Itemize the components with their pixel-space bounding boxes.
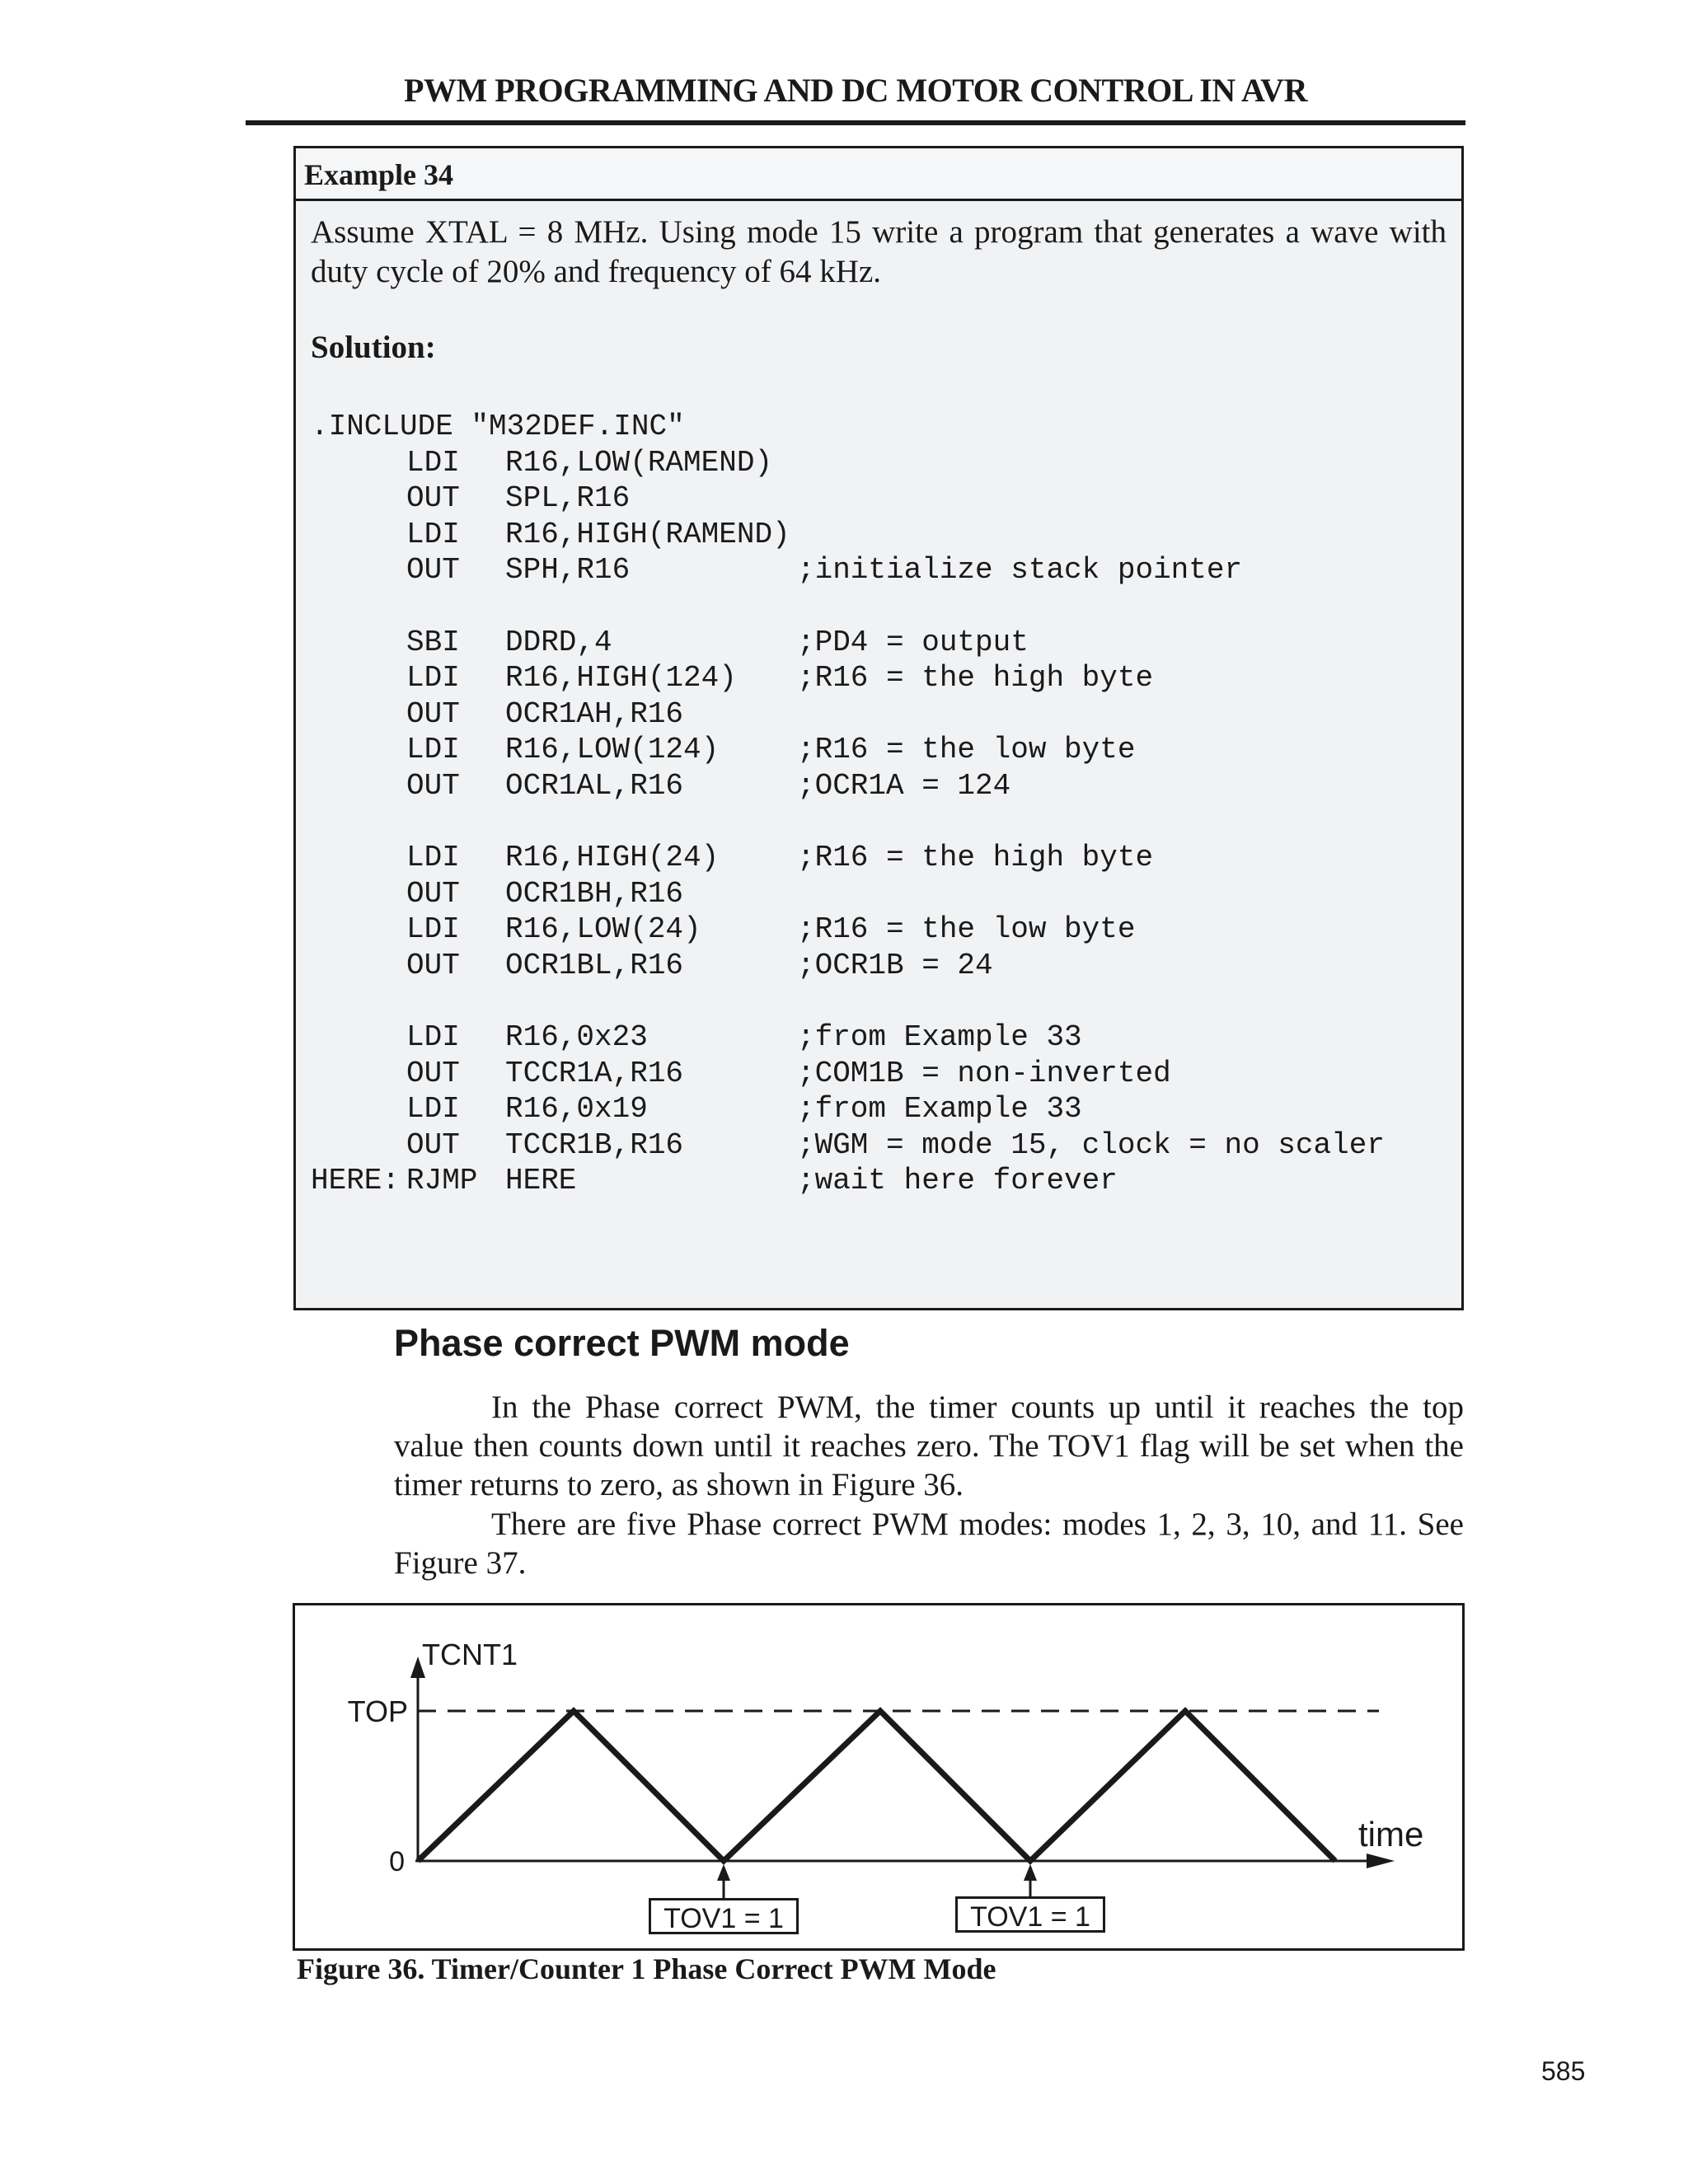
code-comment: ;COM1B = non-inverted	[797, 1056, 1171, 1090]
code-operand: OCR1BL,R16	[505, 948, 684, 982]
code-instruction: OUT	[406, 768, 460, 803]
code-operand: TCCR1B,R16	[505, 1127, 684, 1162]
code-instruction: RJMP	[406, 1164, 478, 1198]
y-axis-label: TCNT1	[422, 1638, 518, 1671]
code-instruction: OUT	[406, 1056, 460, 1090]
code-instruction: LDI	[406, 912, 460, 947]
section-heading: Phase correct PWM mode	[394, 1322, 850, 1364]
code-line	[311, 1019, 1447, 1056]
tov-arrow-1-icon	[717, 1864, 730, 1881]
code-operand: OCR1AH,R16	[505, 696, 684, 731]
code-operand: SPL,R16	[505, 481, 631, 516]
code-instruction: OUT	[406, 696, 460, 731]
code-line	[311, 912, 1447, 948]
code-operand: R16,HIGH(RAMEND)	[505, 517, 790, 551]
code-comment: ;R16 = the high byte	[797, 661, 1154, 696]
paragraph-2-text: There are five Phase correct PWM modes: modes 1, 2, 3, 10, and 11. See Figure 37.	[394, 1507, 1464, 1581]
code-line	[311, 732, 1447, 768]
code-instruction: OUT	[406, 1127, 460, 1162]
top-label: TOP	[347, 1694, 408, 1728]
code-line	[311, 517, 1447, 553]
code-line	[311, 1091, 1447, 1127]
code-line	[311, 768, 1447, 804]
code-operand: R16,LOW(RAMEND)	[505, 445, 773, 480]
code-instruction: SBI	[406, 625, 460, 659]
code-comment: ;PD4 = output	[797, 625, 1029, 659]
code-operand: R16,0x19	[505, 1092, 648, 1127]
code-operand: R16,LOW(24)	[505, 912, 701, 947]
tov-label-1: TOV1 = 1	[649, 1898, 799, 1934]
code-operand: R16,LOW(124)	[505, 733, 720, 767]
tov-arrow-2-icon	[1024, 1864, 1037, 1881]
code-instruction: OUT	[406, 876, 460, 911]
code-comment: ;from Example 33	[797, 1020, 1082, 1055]
code-line	[311, 1127, 1447, 1164]
phase-correct-pwm-diagram	[295, 1605, 1462, 1948]
code-line	[311, 552, 1447, 588]
code-comment: ;from Example 33	[797, 1092, 1082, 1127]
running-head: PWM PROGRAMMING AND DC MOTOR CONTROL IN AVR	[404, 72, 1307, 109]
code-line	[311, 948, 1447, 984]
code-label: .INCLUDE "M32DEF.INC"	[311, 410, 685, 443]
code-operand: DDRD,4	[505, 625, 612, 659]
code-instruction: LDI	[406, 1092, 460, 1127]
code-line	[311, 625, 1447, 661]
header-rule	[246, 120, 1465, 125]
x-axis-arrow-icon	[1367, 1854, 1395, 1868]
code-operand: R16,HIGH(24)	[505, 841, 720, 875]
x-axis-label: time	[1358, 1815, 1424, 1854]
code-operand: OCR1BH,R16	[505, 876, 684, 911]
page-number: 585	[1541, 2056, 1586, 2086]
code-line	[311, 804, 1447, 841]
code-operand: OCR1AL,R16	[505, 768, 684, 803]
code-instruction: LDI	[406, 445, 460, 480]
paragraph-2	[394, 1505, 1464, 1582]
code-instruction: OUT	[406, 948, 460, 982]
tov-label-2: TOV1 = 1	[955, 1896, 1105, 1933]
code-comment: ;OCR1B = 24	[797, 948, 993, 982]
code-instruction: OUT	[406, 553, 460, 588]
code-line	[311, 445, 1447, 481]
code-operand: R16,HIGH(124)	[505, 661, 737, 696]
code-label: HERE:	[311, 1164, 401, 1198]
solution-label: Solution:	[311, 330, 436, 365]
code-instruction: LDI	[406, 517, 460, 551]
code-comment: ;initialize stack pointer	[797, 553, 1243, 588]
zero-label: 0	[389, 1846, 405, 1877]
code-line	[311, 588, 1447, 625]
example-body	[296, 201, 1461, 1199]
figure-caption: Figure 36. Timer/Counter 1 Phase Correct PWM Mode	[297, 1952, 996, 1985]
code-comment: ;R16 = the high byte	[797, 841, 1154, 875]
code-line	[311, 409, 1447, 445]
code-line	[311, 984, 1447, 1020]
code-instruction: LDI	[406, 661, 460, 696]
code-comment: ;WGM = mode 15, clock = no scaler	[797, 1127, 1385, 1162]
code-comment: ;OCR1A = 124	[797, 768, 1011, 803]
paragraph-1	[394, 1388, 1464, 1504]
code-line	[311, 480, 1447, 517]
code-operand: SPH,R16	[505, 553, 631, 588]
code-line	[311, 660, 1447, 696]
code-line	[311, 1056, 1447, 1092]
paragraph-1-text: In the Phase correct PWM, the timer counts up until it reaches the top value then counts down until it reaches zero. The TOV1 flag will be set when the timer returns to zero, as shown in Figure 36.	[394, 1390, 1464, 1502]
figure-36	[293, 1603, 1465, 1951]
code-instruction: LDI	[406, 841, 460, 875]
code-comment: ;R16 = the low byte	[797, 733, 1136, 767]
code-operand: TCCR1A,R16	[505, 1056, 684, 1090]
code-line	[311, 696, 1447, 733]
code-listing	[311, 409, 1447, 1199]
code-operand: R16,0x23	[505, 1020, 648, 1055]
code-instruction: LDI	[406, 1020, 460, 1055]
code-line	[311, 1163, 1447, 1199]
code-line	[311, 876, 1447, 912]
code-comment: ;R16 = the low byte	[797, 912, 1136, 947]
code-operand: HERE	[505, 1164, 577, 1198]
code-instruction: OUT	[406, 481, 460, 516]
problem-statement: Assume XTAL = 8 MHz. Using mode 15 write a program that generates a wave with duty cycle of 20% and frequency of 64 kHz.	[311, 214, 1447, 289]
tcnt1-waveform	[418, 1711, 1335, 1861]
code-instruction: LDI	[406, 733, 460, 767]
code-line	[311, 840, 1447, 876]
code-comment: ;wait here forever	[797, 1164, 1118, 1198]
example-box	[293, 146, 1464, 1310]
example-title: Example 34	[296, 148, 1461, 201]
